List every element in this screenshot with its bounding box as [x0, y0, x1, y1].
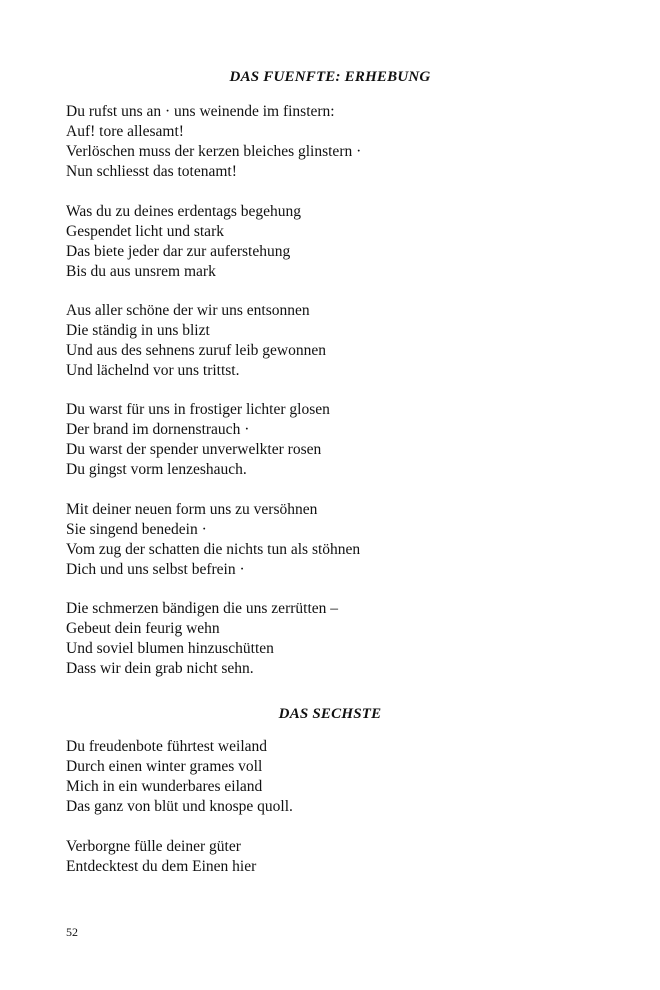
verse-line: Und aus des sehnens zuruf leib gewonnen [66, 342, 326, 359]
verse-line: Dass wir dein grab nicht sehn. [66, 660, 254, 677]
stanza [66, 837, 626, 877]
verse-line: Mich in ein wunderbares eiland [66, 778, 263, 795]
verse-line: Durch einen winter grames voll [66, 758, 263, 775]
verse-line: Und soviel blumen hinzuschütten [66, 640, 274, 657]
section-title: DAS SECHSTE [278, 706, 382, 722]
stanza [66, 599, 626, 679]
verse-line: Vom zug der schatten die nichts tun als stöhnen [66, 541, 361, 558]
section-title: DAS FUENFTE: ERHEBUNG [229, 69, 431, 85]
page-number: 52 [66, 925, 78, 939]
verse-line: Der brand im dornenstrauch · [66, 421, 250, 438]
verse-line: Nun schliesst das totenamt! [66, 163, 237, 180]
verse-line: Dich und uns selbst befrein · [66, 561, 245, 578]
verse-line: Das ganz von blüt und knospe quoll. [66, 798, 293, 815]
verse-line: Die ständig in uns blizt [66, 322, 210, 339]
verse-line: Du warst der spender unverwelkter rosen [66, 441, 322, 458]
stanza [66, 102, 626, 182]
verse-line: Die schmerzen bändigen die uns zerrütten – [66, 600, 339, 617]
verse-line: Mit deiner neuen form uns zu versöhnen [66, 501, 318, 518]
verse-line: Auf! tore allesamt! [66, 123, 184, 140]
stanza [66, 400, 626, 480]
verse-line: Verborgne fülle deiner güter [66, 838, 241, 855]
stanza [66, 737, 626, 817]
verse-line: Das biete jeder dar zur auferstehung [66, 243, 291, 260]
verse-line: Du freudenbote führtest weiland [66, 738, 268, 755]
verse-line: Sie singend benedein · [66, 521, 207, 538]
stanza [66, 301, 626, 381]
verse-line: Du warst für uns in frostiger lichter glosen [66, 401, 330, 418]
verse-line: Aus aller schöne der wir uns entsonnen [66, 302, 310, 319]
verse-line: Gespendet licht und stark [66, 223, 224, 240]
verse-line: Entdecktest du dem Einen hier [66, 858, 257, 875]
verse-line: Und lächelnd vor uns trittst. [66, 362, 240, 379]
verse-line: Bis du aus unsrem mark [66, 263, 216, 280]
stanza [66, 202, 626, 282]
verse-line: Was du zu deines erdentags begehung [66, 203, 302, 220]
verse-line: Du gingst vorm lenzeshauch. [66, 461, 247, 478]
verse-line: Du rufst uns an · uns weinende im finstern: [66, 103, 335, 120]
verse-line: Verlöschen muss der kerzen bleiches glinstern · [66, 143, 362, 160]
stanza [66, 500, 626, 580]
verse-line: Gebeut dein feurig wehn [66, 620, 220, 637]
